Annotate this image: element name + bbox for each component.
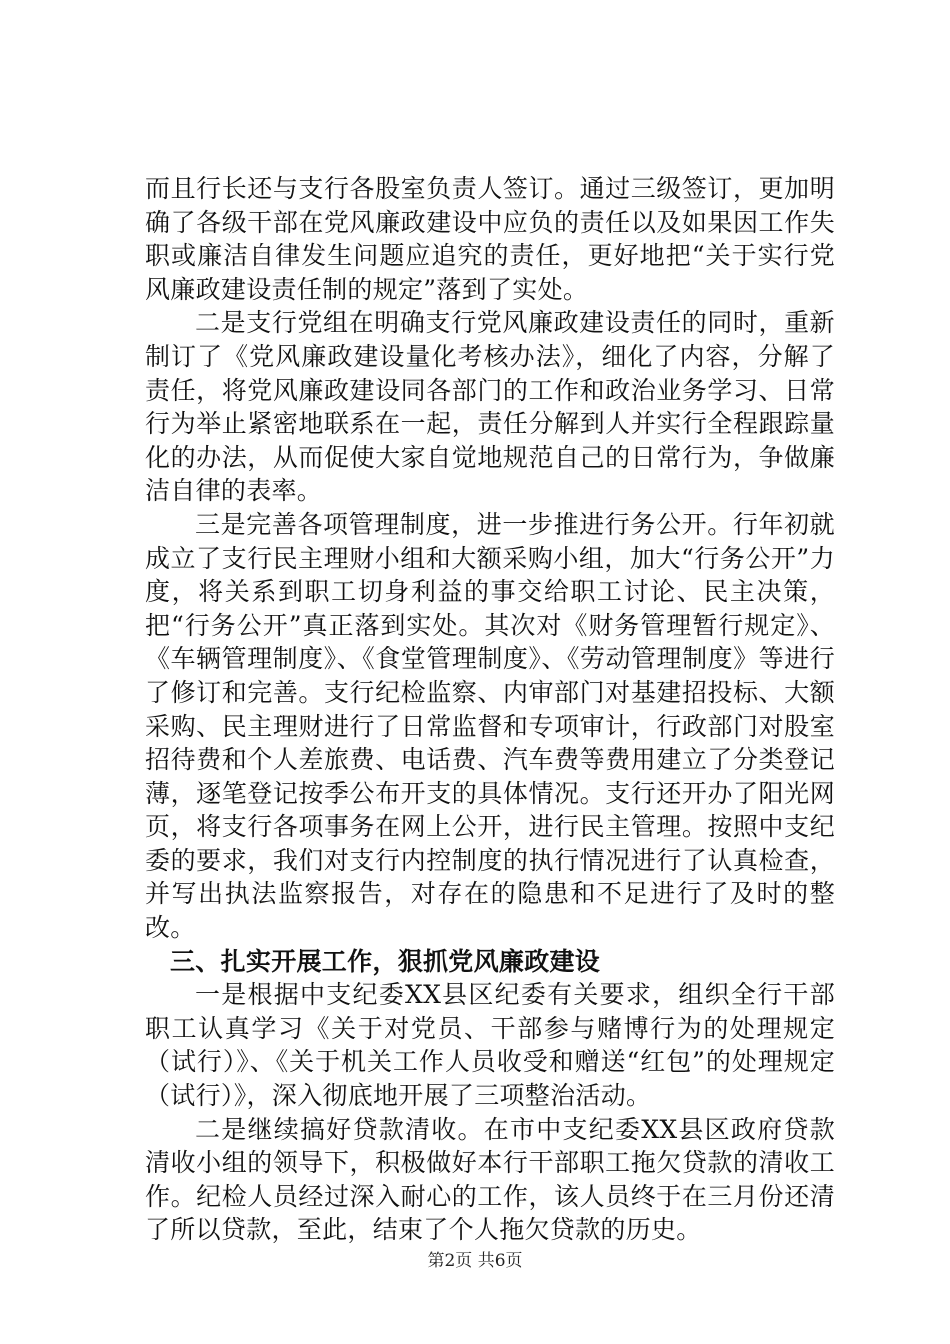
paragraph-point-two-loans: 二是继续搞好贷款清收。在市中支纪委XX县区政府贷款清收小组的领导下，积极做好本行干部职工拖欠贷款的清收工作。纪检人员经过深入耐心的工作，该人员终于在三月份还清了所以贷款，至此，结束了个人拖欠贷款的历史。 (145, 1114, 835, 1245)
document-body (145, 172, 835, 1247)
page-number-footer: 第2页 共6页 (427, 1251, 523, 1271)
paragraph-point-three-management: 三是完善各项管理制度，进一步推进行务公开。行年初就成立了支行民主理财小组和大额采购小组，加大“行务公开”力度，将关系到职工切身利益的事交给职工讨论、民主决策，把“行务公开”真正落到实处。其次对《财务管理暂行规定》、《车辆管理制度》、《食堂管理制度》、《劳动管理制度》等进行了修订和完善。支行纪检监察、内审部门对基建招投标、大额采购、民主理财进行了日常监督和专项审计，行政部门对股室招待费和个人差旅费、电话费、汽车费等费用建立了分类登记薄，逐笔登记按季公布开支的具体情况。支行还开办了阳光网页，将支行各项事务在网上公开，进行民主管理。按照中支纪委的要求，我们对支行内控制度的执行情况进行了认真检查，并写出执法监察报告，对存在的隐患和不足进行了及时的整改。 (145, 509, 835, 943)
section-heading: 三、扎实开展工作，狠抓党风廉政建设 (170, 946, 601, 976)
paragraph-point-two-assessment: 二是支行党组在明确支行党风廉政建设责任的同时，重新制订了《党风廉政建设量化考核办法》，细化了内容，分解了责任，将党风廉政建设同各部门的工作和政治业务学习、日常行为举止紧密地联系在一起，责任分解到人并实行全程跟踪量化的办法，从而促使大家自觉地规范自己的日常行为，争做廉洁自律的表率。 (145, 308, 835, 506)
paragraph-point-one-study: 一是根据中支纪委XX县区纪委有关要求，组织全行干部职工认真学习《关于对党员、干部参与赌博行为的处理规定（试行）》、《关于机关工作人员收受和赠送“红包”的处理规定（试行）》，深入彻底地开展了三项整治活动。 (145, 980, 835, 1111)
paragraph-responsibility-signing: 而且行长还与支行各股室负责人签订。通过三级签订，更加明确了各级干部在党风廉政建设中应负的责任以及如果因工作失职或廉洁自律发生问题应追究的责任，更好地把“关于实行党风廉政建设责任制的规定”落到了实处。 (145, 174, 835, 304)
